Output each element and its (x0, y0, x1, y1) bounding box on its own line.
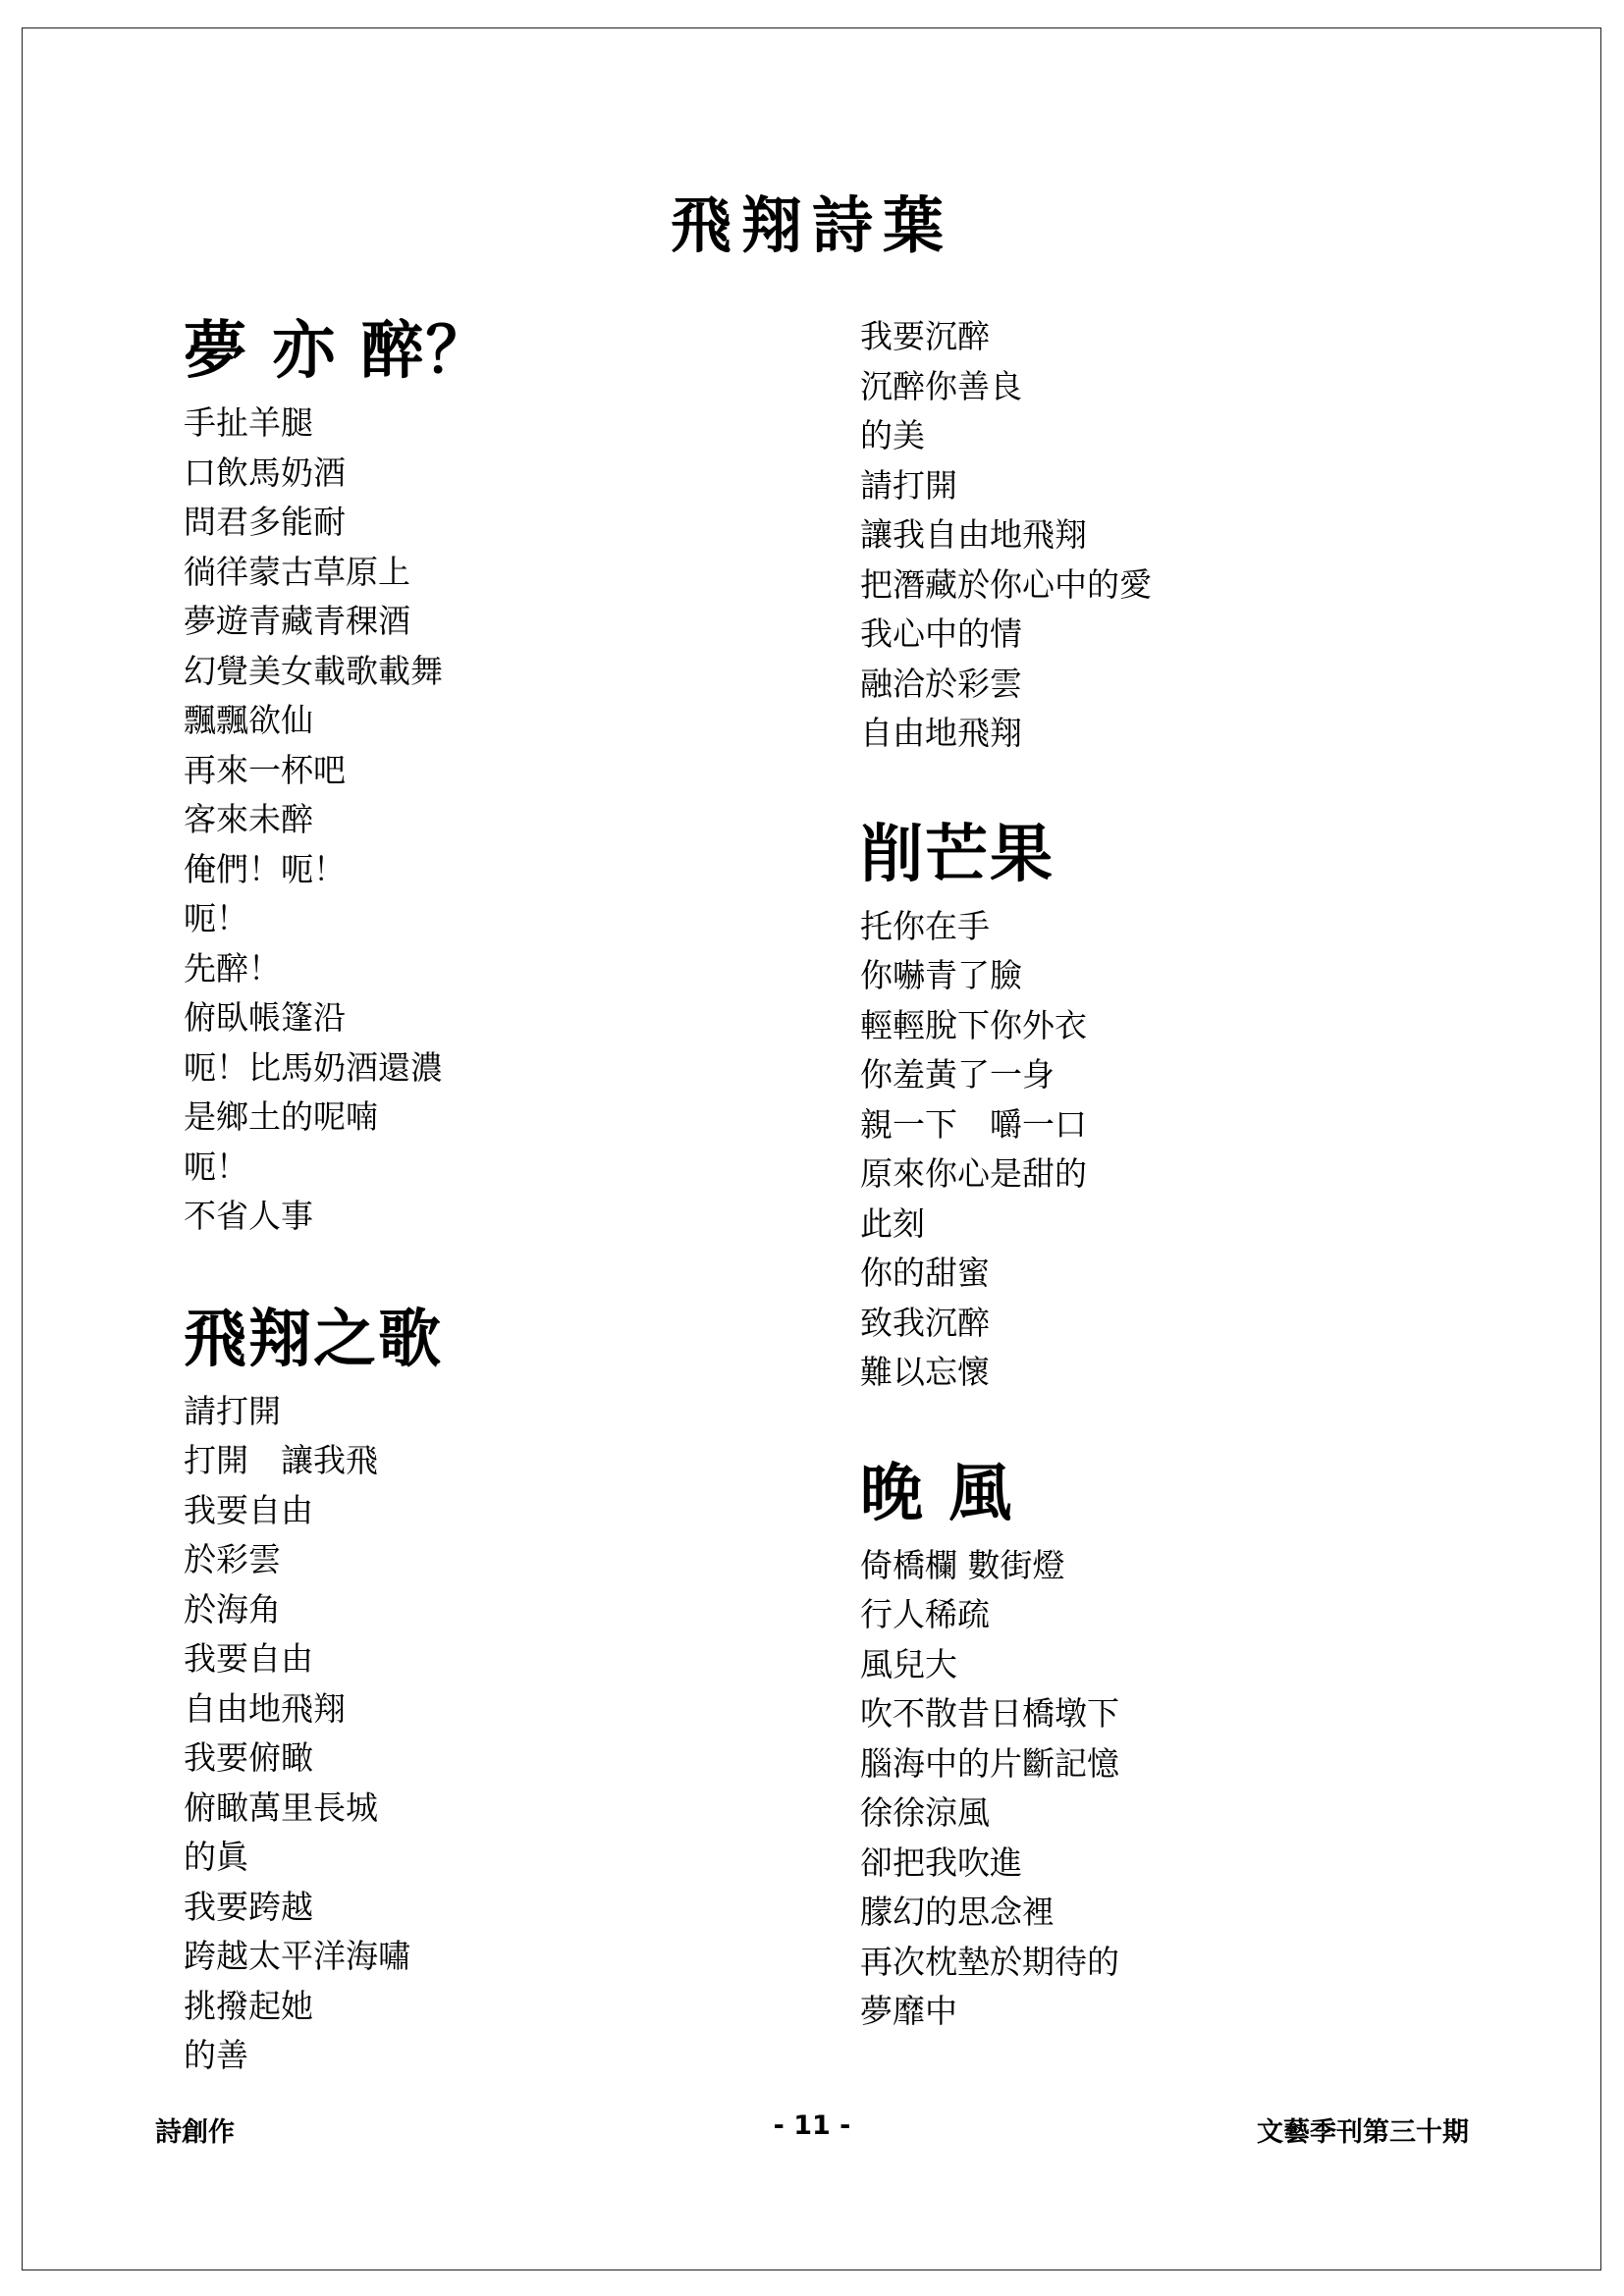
poem-line: 吹不散昔日橋墩下 (860, 1694, 1119, 1733)
poem-line: 沉醉你善良 (860, 366, 1022, 405)
poem-line: 手扯羊腿 (184, 403, 313, 442)
poem-line: 原來你心是甜的 (860, 1154, 1087, 1193)
poem-line: 徐徐涼風 (860, 1793, 990, 1832)
poem (860, 1455, 1152, 2037)
left-column (184, 312, 491, 2140)
poem-line: 飄飄欲仙 (184, 701, 313, 739)
poem-line: 我要俯瞰 (184, 1738, 313, 1777)
poem-line: 請打開 (860, 465, 957, 505)
poem-line: 我要沉醉 (860, 317, 990, 355)
poem-line: 朦幻的思念裡 (860, 1893, 1055, 1931)
poem-line: 於海角 (184, 1589, 281, 1629)
poem-line: 打開 讓我飛 (184, 1441, 378, 1479)
poem-line: 你嚇青了臉 (860, 956, 1022, 994)
poem-line: 於彩雲 (184, 1540, 281, 1578)
poem-line: 徜徉蒙古草原上 (184, 552, 410, 591)
poem-line: 夢遊青藏青稞酒 (184, 602, 410, 640)
poem-line: 讓我自由地飛翔 (860, 515, 1087, 554)
poem-line: 客來未醉 (184, 800, 313, 838)
poem-line: 此刻 (860, 1203, 925, 1243)
poem-line: 呃！ (184, 1147, 248, 1186)
poem-line: 先醉！ (184, 948, 281, 988)
poem-line: 我要跨越 (184, 1887, 313, 1926)
poem-line: 難以忘懷 (860, 1353, 990, 1391)
poem-line: 行人稀疏 (860, 1595, 990, 1633)
poem-line: 腦海中的片斷記憶 (860, 1743, 1119, 1783)
poem-line: 不省人事 (184, 1197, 313, 1235)
poem-title: 夢 亦 醉？ (184, 314, 491, 388)
poem-line: 請打開 (184, 1391, 281, 1430)
poem-line: 致我沉醉 (860, 1303, 990, 1342)
poem-line: 呃！ (184, 899, 248, 937)
poem-line: 倚橋欄 數街燈 (860, 1545, 1065, 1584)
page-title: 飛翔詩葉 (670, 189, 953, 261)
poem-line: 我心中的情 (860, 614, 1022, 653)
poem-line: 的美 (860, 416, 925, 454)
poem-line: 俯瞰萬里長城 (184, 1788, 378, 1827)
poem-line: 是鄉土的呢喃 (184, 1097, 378, 1136)
poem-line: 問君多能耐 (184, 503, 346, 541)
poem-line: 輕輕脫下你外衣 (860, 1005, 1087, 1044)
poem-line: 你羞黃了一身 (860, 1055, 1055, 1094)
poem-line: 你的甜蜜 (860, 1254, 990, 1292)
poem-line: 再次枕墊於期待的 (860, 1942, 1119, 1981)
poem (184, 312, 491, 1242)
poem (184, 1301, 491, 2081)
poem-line: 幻覺美女載歌載舞 (184, 651, 443, 690)
footer-section-label: 詩創作 (155, 2117, 235, 2148)
poem-line: 口飲馬奶酒 (184, 453, 346, 492)
footer-page-number: - 11 - (773, 2110, 851, 2141)
right-column (860, 312, 1152, 2096)
poem-line: 再來一杯吧 (184, 750, 346, 789)
poem-line: 的善 (184, 2036, 248, 2074)
poem-title: 削芒果 (860, 817, 1055, 891)
poem-line: 卻把我吹進 (860, 1842, 1022, 1882)
poem-line: 我要自由 (184, 1490, 313, 1529)
poem-line: 我要自由 (184, 1639, 313, 1678)
poem-line: 風兒大 (860, 1644, 957, 1683)
poem-line: 呃！比馬奶酒還濃 (184, 1047, 443, 1087)
poem-line: 融洽於彩雲 (860, 664, 1022, 703)
poem-line: 跨越太平洋海嘯 (184, 1937, 410, 1975)
poem-line: 夢靡中 (860, 1992, 957, 2030)
poem-lines (860, 902, 1152, 1398)
poem-line: 把潛藏於你心中的愛 (860, 564, 1152, 604)
poem-line: 托你在手 (860, 906, 990, 945)
poem (860, 816, 1152, 1398)
poem-continued (860, 312, 1152, 759)
poem-lines (860, 312, 1152, 759)
poem-line: 俺們！呃！ (184, 849, 346, 888)
poem-lines (184, 399, 491, 1242)
poem-lines (860, 1541, 1152, 2037)
poem-line: 挑撥起她 (184, 1986, 313, 2025)
poem-line: 俯臥帳篷沿 (184, 998, 346, 1037)
poem-line: 自由地飛翔 (184, 1688, 346, 1728)
poem-line: 的眞 (184, 1838, 248, 1876)
poem-title: 晚 風 (860, 1456, 1014, 1530)
poem-lines (184, 1387, 491, 2081)
poem-line: 親一下 嚼一口 (860, 1104, 1087, 1144)
poem-line: 自由地飛翔 (860, 714, 1022, 752)
footer-publication: 文藝季刊第三十期 (1257, 2117, 1469, 2148)
poem-title: 飛翔之歌 (184, 1302, 443, 1376)
